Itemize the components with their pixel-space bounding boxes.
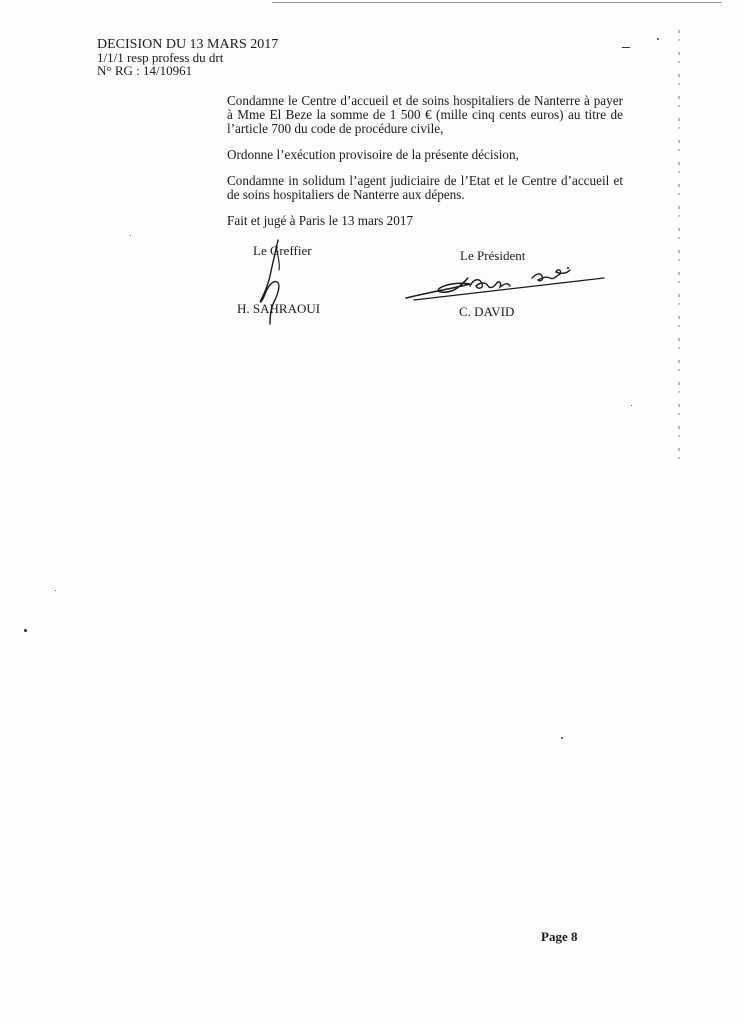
scan-speck (561, 737, 563, 739)
scan-speck (24, 629, 27, 632)
scan-speck (130, 235, 131, 236)
greffier-title: Le Greffier (253, 243, 312, 258)
scan-top-rule (272, 2, 722, 3)
paragraph-costs: Condamne in solidum l’agent judiciaire de l’Etat et le Centre d’accueil et de soins hospitaliers de Nanterre aux dépens. (227, 173, 623, 202)
president-name: C. DAVID (459, 304, 515, 319)
paragraph-article-700: Condamne le Centre d’accueil et de soins hospitaliers de Nanterre à payer à Mme El Beze la somme de 1 500 € (mille cinq cents euros) au titre de l’article 700 du code de procédure civile, (227, 93, 623, 136)
decision-body (227, 94, 623, 228)
page-number: Page 8 (541, 929, 578, 944)
scan-speck (622, 47, 630, 48)
decision-date: DECISION DU 13 MARS 2017 (97, 37, 279, 52)
rg-number: N° RG : 14/10961 (97, 63, 193, 78)
case-header (97, 38, 278, 77)
paragraph-place-date: Fait et jugé à Paris le 13 mars 2017 (227, 213, 414, 228)
president-signature (400, 260, 610, 306)
scan-speck (631, 405, 632, 406)
president-title: Le Président (460, 248, 526, 263)
paragraph-provisional-execution: Ordonne l’exécution provisoire de la présente décision, (227, 147, 519, 162)
scan-speck (657, 38, 659, 40)
chamber-reference: 1/1/1 resp profess du drt (97, 50, 224, 65)
greffier-name: H. SAHRAOUI (237, 301, 321, 316)
scan-edge-artifact (678, 30, 680, 470)
scan-speck (55, 590, 56, 591)
